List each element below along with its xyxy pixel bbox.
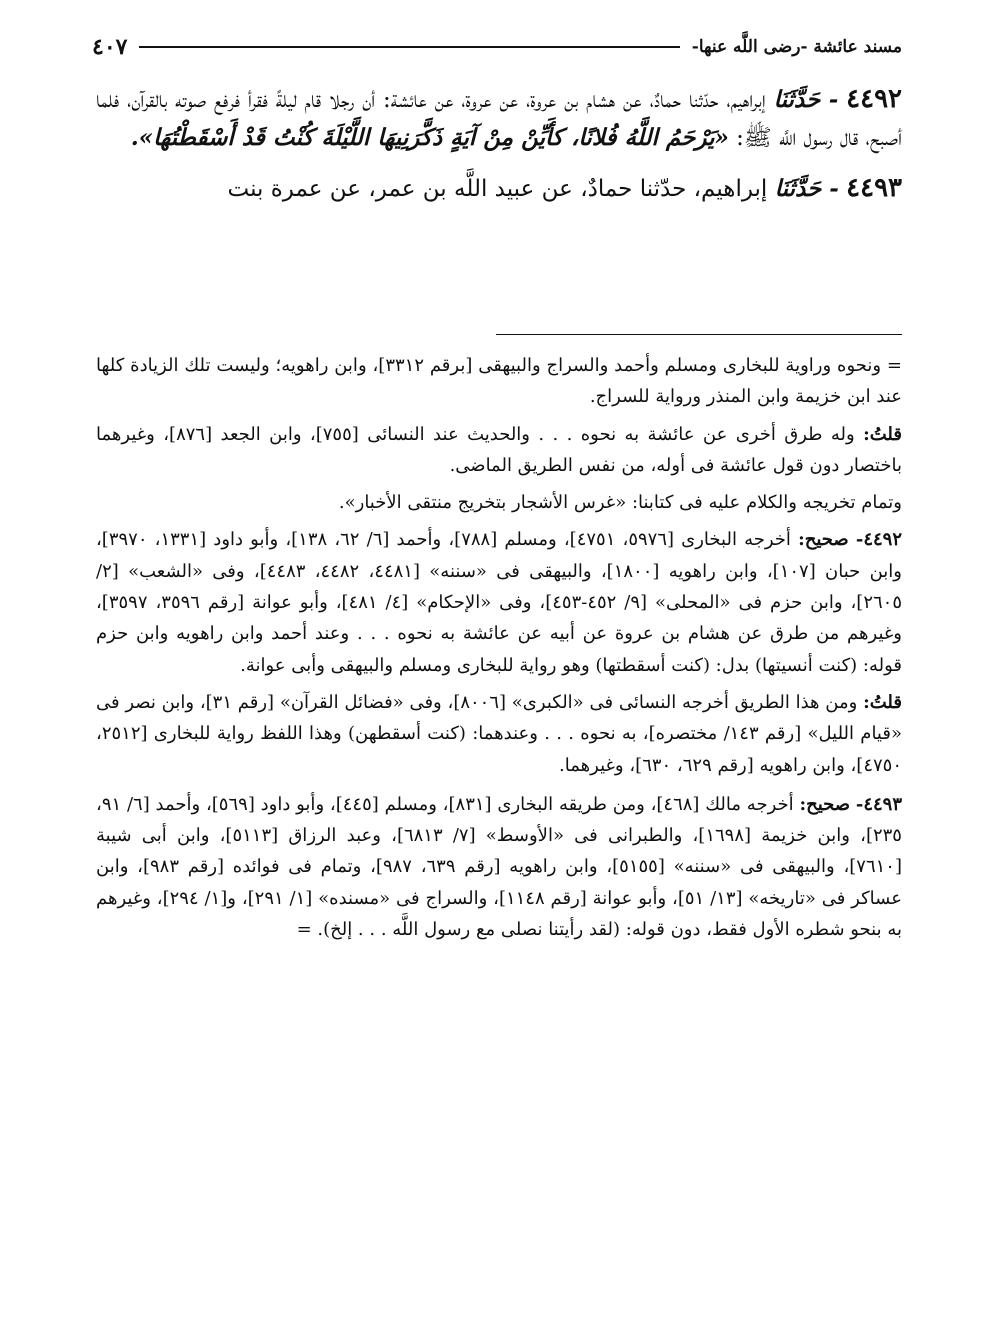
qultu-label: قلتُ: <box>863 423 902 445</box>
page-number: ٤٠٧ <box>92 34 128 60</box>
footnote-continuation: = ونحوه وراوية للبخارى ومسلم وأحمد والسراج والبيهقى [برقم ٣٣١٢]، وابن راهويه؛ وليست تلك الزيادة كلها عند ابن خزيمة وابن المنذر ورواية للسراج. <box>96 355 902 408</box>
footnotes <box>96 350 902 945</box>
footnote-4493 <box>96 789 902 945</box>
grade-label: صحيح: <box>798 529 849 551</box>
hadith-number: ٤٤٩٣ <box>846 173 902 203</box>
hadith-text: إبراهيم، حدّثنا حمادٌ، عن عبيد اللَّه بن عمر، عن عمرة بنت <box>227 176 768 202</box>
hadith-4493 <box>96 169 902 208</box>
qultu-text: ومن هذا الطريق أخرجه النسائى فى «الكبرى» [٨٠٠٦]، وفى «فضائل القرآن» [رقم ٣١]، وابن نصر فى «قيام الليل» [رقم ١٤٣/ مختصره]، به نحوه . . . وعندهما: (كنت أسقطهن) وهذا اللفظ رواية للبخارى [٢٥١٢، ٤٧٥٠]، وابن راهويه [رقم ٦٢٩، ٦٣٠]، وغيرهما. <box>96 691 902 776</box>
footnote-takhrij: وتمام تخريجه والكلام عليه فى كتابنا: «غرس الأشجار بتخريج منتقى الأخبار». <box>338 492 902 514</box>
footnote-text: أخرجه مالك [٤٦٨]، ومن طريقه البخارى [٨٣١]، ومسلم [٤٤٥]، وأبو داود [٥٦٩]، وأحمد [٦/ ٩١، ٢٣٥]، وابن خزيمة [١٦٩٨]، والطبرانى فى «الأوسط» [٧/ ٦٨١٣]، وعبد الرزاق [٥١١٣]، وابن أبى شيبة [٧٦١٠]، والبيهقى فى «سننه» [٥١٥٥]، وابن راهويه [رقم ٦٣٩، ٩٨٧]، وتمام فى فوائده [رقم ٩٨٣]، وابن عساكر فى «تاريخه» [١٣/ ٥١]، وأبو عوانة [رقم ١١٤٨]، والسراج فى «مسنده» [١/ ٢٩١]، و[١/ ٢٩٤]، وغيرهم به بنحو شطره الأول فقط، دون قوله: (لقد رأيتنا نصلى مع رسول اللَّه . . . إلخ). = <box>96 793 902 941</box>
hadith-number: ٤٤٩٢ <box>846 84 903 114</box>
footnote-qultu-1 <box>96 419 902 482</box>
footnote-number: ٤٤٩٢- <box>855 529 903 551</box>
qultu-text: وله طرق أخرى عن عائشة به نحوه . . . والحديث عند النسائى [٧٥٥]، وابن الجعد [٨٧٦]، وغيرهما باختصار دون قول عائشة فى أوله، من نفس الطريق الماضى. <box>96 423 902 476</box>
hadith-opening: - حَدَّثَنَا <box>774 175 839 202</box>
running-header <box>92 30 902 64</box>
footnote-number: ٤٤٩٣- <box>855 793 902 815</box>
prophetic-quote: «يَرْحَمُ اللَّهُ فُلانًا، كأَيِّنْ مِنْ آيَةٍ ذَكَّرَنِيهَا اللَّيْلَةَ كُنْتُ قَدْ أَسْقَطْتُهَا». <box>130 124 729 151</box>
main-text <box>96 80 902 208</box>
hadith-text: إبراهيم، حدّثنا حمادٌ، عن هشام بن عروة، عن عروة، عن عائشة: أن رجلا قام ليلةً فقرأ فرفع صوته بالقرآن، فلما أصبح، قال رسول اللَّه ﷺ: <box>96 87 902 151</box>
hadith-4492 <box>96 80 902 157</box>
grade-label: صحيح: <box>799 793 851 815</box>
footnote-text: أخرجه البخارى [٥٩٧٦، ٤٧٥١]، ومسلم [٧٨٨]، وأحمد [٦/ ٦٢، ١٣٨]، وأبو داود [١٣٣١، ٣٩٧٠]، وابن حبان [١٠٧]، وابن راهويه [١٨٠٠]، والبيهقى فى «سننه» [٤٤٨١، ٤٤٨٢، ٤٤٨٣]، وفى «الشعب» [٢/ ٢٦٠٥]، وابن حزم فى «المحلى» [٩/ ٤٥٢-٤٥٣]، وفى «الإحكام» [٤/ ٤٨١]، وأبو عوانة [رقم ٣٥٩٦، ٣٥٩٧]، وغيرهم من طرق عن هشام بن عروة عن أبيه عن عائشة به نحوه . . . وعند أحمد وابن راهويه وابن حزم قوله: (كنت أنسيتها) بدل: (كنت أسقطتها) وهو رواية للبخارى ومسلم والبيهقى وأبى عوانة. <box>96 529 902 676</box>
footnote-qultu-2 <box>96 687 902 781</box>
header-rule <box>139 46 679 48</box>
footnote-4492 <box>96 524 902 680</box>
hadith-opening: - حَدَّثَنَا <box>773 86 839 113</box>
qultu-label: قلتُ: <box>863 691 902 713</box>
footnote-separator <box>496 334 902 335</box>
header-title: مسند عائشة -رضى اللَّه عنها- <box>691 37 902 57</box>
